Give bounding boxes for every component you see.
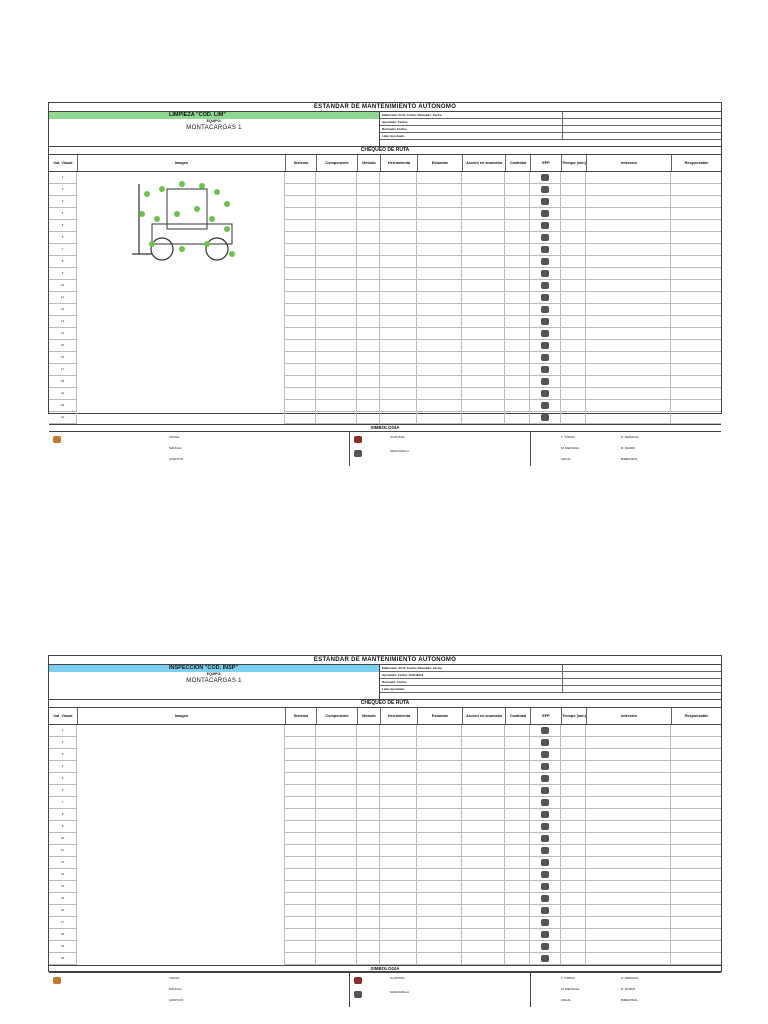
ppe-glove-icon [530, 388, 561, 399]
ppe-glove-icon [530, 953, 561, 964]
col-ind-visual: Ind. Visual [49, 155, 78, 171]
legend-mensual: M: MENSUAL [561, 987, 580, 991]
row-index: 7 [49, 797, 77, 808]
table-row [49, 917, 77, 929]
legend-mask: MASCARILLA [390, 990, 410, 994]
detail-row [285, 797, 721, 809]
equipment-label: EQUIPO: [206, 119, 222, 123]
col-action: Acción en anomalia [463, 155, 506, 171]
detail-row [285, 256, 721, 268]
ppe-glove-icon [530, 196, 561, 207]
row-index: 21 [49, 412, 77, 423]
table-row [49, 881, 77, 893]
legend [49, 424, 721, 466]
col-interval: Intervalo [587, 155, 672, 171]
ppe-glove-icon [530, 737, 561, 748]
legend-turno: T: TURNO [561, 976, 575, 980]
col-time: Tiempo (min) [562, 155, 587, 171]
detail-row [285, 773, 721, 785]
ppe-glove-icon [530, 761, 561, 772]
detail-row [285, 232, 721, 244]
ppe-glove-icon [530, 268, 561, 279]
row-index: 18 [49, 929, 77, 940]
legend-diario: D: DIARIO [621, 987, 636, 991]
ppe-glove-icon [530, 797, 561, 808]
row-index: 16 [49, 905, 77, 916]
ppe-glove-icon [530, 316, 561, 327]
table-row [49, 725, 77, 737]
legend [49, 965, 721, 1007]
ppe-glove-icon [530, 881, 561, 892]
col-component: Componente [317, 155, 358, 171]
detail-row [285, 881, 721, 893]
sheet-title: ESTANDAR DE MANTENIMIENTO AUTONOMO [49, 103, 721, 112]
detail-row [285, 761, 721, 773]
glove-icon [354, 977, 362, 984]
standard-sheet-cleaning [48, 102, 722, 461]
inspection-point-marker [144, 191, 150, 197]
ppe-glove-icon [530, 244, 561, 255]
ppe-glove-icon [530, 208, 561, 219]
meta-line: Revisado: Fecha: [380, 679, 563, 685]
table-row [49, 292, 77, 304]
table-row [49, 232, 77, 244]
detail-row [285, 388, 721, 400]
meta-line: Lider Aprobado: [380, 686, 563, 692]
col-system: Sistema [286, 708, 317, 724]
detail-row [285, 749, 721, 761]
inspection-point-marker [199, 183, 205, 189]
ppe-glove-icon [530, 809, 561, 820]
ppe-glove-icon [530, 893, 561, 904]
row-index: 6 [49, 232, 77, 243]
mask-icon [354, 450, 362, 457]
row-index: 13 [49, 316, 77, 327]
legend-manual: MANUAL [169, 446, 182, 450]
legend-anual: ANUAL [561, 457, 572, 461]
row-index: 4 [49, 208, 77, 219]
row-index: 20 [49, 953, 77, 964]
table-row [49, 256, 77, 268]
col-interval: Intervalo [587, 708, 672, 724]
detail-row [285, 833, 721, 845]
ppe-glove-icon [530, 400, 561, 411]
detail-row [285, 292, 721, 304]
ppe-glove-icon [530, 857, 561, 868]
row-index: 1 [49, 172, 77, 183]
ppe-glove-icon [530, 941, 561, 952]
legend-auditivo: AUDITIVO [169, 457, 184, 461]
col-image: Imagen [78, 155, 286, 171]
row-index: 7 [49, 244, 77, 255]
detail-row [285, 941, 721, 953]
row-index: 8 [49, 809, 77, 820]
legend-anual: ANUAL [561, 998, 572, 1002]
sheet-title: ESTANDAR DE MANTENIMIENTO AUTONOMO [49, 656, 721, 665]
detail-row [285, 316, 721, 328]
row-index: 11 [49, 845, 77, 856]
ppe-glove-icon [530, 328, 561, 339]
detail-row [285, 268, 721, 280]
col-component: Componente [317, 708, 358, 724]
legend-title: SIMBOLOGIA [49, 425, 721, 432]
detail-row [285, 929, 721, 941]
ppe-glove-icon [530, 172, 561, 183]
table-row [49, 905, 77, 917]
detail-row [285, 208, 721, 220]
visual-icon [53, 436, 61, 443]
legend-gloves: GUANTES [390, 976, 405, 980]
detail-row [285, 328, 721, 340]
equipment-label: EQUIPO: [206, 672, 222, 676]
row-index: 10 [49, 280, 77, 291]
detail-row [285, 893, 721, 905]
inspection-point-marker [224, 226, 230, 232]
visual-icon [53, 977, 61, 984]
row-index: 9 [49, 821, 77, 832]
ppe-glove-icon [530, 917, 561, 928]
row-index: 12 [49, 304, 77, 315]
table-row [49, 184, 77, 196]
row-index: 19 [49, 388, 77, 399]
route-heading: CHEQUEO DE RUTA [49, 147, 721, 155]
row-index: 15 [49, 893, 77, 904]
ppe-glove-icon [530, 232, 561, 243]
glove-icon [354, 436, 362, 443]
table-row [49, 953, 77, 965]
legend-mensual: M: MENSUAL [561, 446, 580, 450]
col-ppe: EPP [531, 708, 562, 724]
col-ind-visual: Ind. Visual [49, 708, 78, 724]
ppe-glove-icon [530, 304, 561, 315]
ppe-glove-icon [530, 292, 561, 303]
legend-visual: VISUAL [169, 976, 180, 980]
detail-row [285, 821, 721, 833]
row-index: 11 [49, 292, 77, 303]
table-row [49, 268, 77, 280]
meta-line: Aprobado: Fecha: [380, 119, 563, 125]
table-row [49, 364, 77, 376]
table-row [49, 316, 77, 328]
detail-row [285, 857, 721, 869]
row-index: 16 [49, 352, 77, 363]
col-quantity: Cantidad [506, 708, 531, 724]
inspection-point-marker [194, 206, 200, 212]
detail-row [285, 340, 721, 352]
table-row [49, 172, 77, 184]
row-index: 13 [49, 869, 77, 880]
inspection-point-marker [209, 216, 215, 222]
detail-row [285, 953, 721, 965]
table-row [49, 785, 77, 797]
meta-line: Elaborado: Profr. Fecha: Revisado: Fecha [380, 665, 563, 671]
row-index: 4 [49, 761, 77, 772]
ppe-glove-icon [530, 929, 561, 940]
row-index: 9 [49, 268, 77, 279]
table-row [49, 797, 77, 809]
col-responsible: Responsable [684, 714, 709, 718]
inspection-point-marker [179, 246, 185, 252]
table-row [49, 893, 77, 905]
sheet-header [49, 112, 721, 147]
col-ppe: EPP [531, 155, 562, 171]
inspection-point-marker [224, 201, 230, 207]
table-row [49, 388, 77, 400]
equipment-name: MONTACARGAS 1 [186, 125, 242, 131]
row-index: 20 [49, 400, 77, 411]
table-row [49, 737, 77, 749]
legend-semanal: S: SEMANAL [621, 976, 640, 980]
row-index: 12 [49, 857, 77, 868]
standard-sheet-inspection [48, 655, 722, 1002]
table-row [49, 220, 77, 232]
row-index: 15 [49, 340, 77, 351]
table-row [49, 773, 77, 785]
detail-row [285, 184, 721, 196]
forklift-image [77, 172, 285, 424]
ppe-glove-icon [530, 280, 561, 291]
index-column [49, 172, 77, 424]
meta-line: Aprobado: Fecha: 15/11/2019 [380, 672, 563, 678]
sheet-header [49, 665, 721, 700]
detail-row [285, 172, 721, 184]
ppe-glove-icon [530, 773, 561, 784]
table-row [49, 845, 77, 857]
row-index: 1 [49, 725, 77, 736]
row-index: 18 [49, 376, 77, 387]
col-responsible: Responsable [684, 161, 709, 165]
detail-row [285, 364, 721, 376]
col-tool: Herramienta [381, 708, 418, 724]
ppe-glove-icon [530, 905, 561, 916]
ppe-glove-icon [530, 412, 561, 423]
detail-row [285, 809, 721, 821]
table-row [49, 941, 77, 953]
legend-gloves: GUANTES [390, 435, 405, 439]
col-image: Imagen [78, 708, 286, 724]
legend-visual: VISUAL [169, 435, 180, 439]
ppe-glove-icon [530, 364, 561, 375]
ppe-glove-icon [530, 352, 561, 363]
ppe-glove-icon [530, 340, 561, 351]
inspection-point-marker [214, 189, 220, 195]
table-row [49, 208, 77, 220]
detail-row [285, 400, 721, 412]
column-headers [49, 708, 721, 725]
table-row [49, 821, 77, 833]
inspection-point-marker [174, 211, 180, 217]
mask-icon [354, 991, 362, 998]
legend-turno: T: TURNO [561, 435, 575, 439]
row-index: 3 [49, 749, 77, 760]
inspection-point-marker [139, 211, 145, 217]
legend-manual: MANUAL [169, 987, 182, 991]
detail-row [285, 244, 721, 256]
table-row [49, 280, 77, 292]
table-row [49, 304, 77, 316]
detail-row [285, 737, 721, 749]
detail-row [285, 352, 721, 364]
ppe-glove-icon [530, 869, 561, 880]
table-row [49, 761, 77, 773]
ppe-glove-icon [530, 833, 561, 844]
col-tool: Herramienta [381, 155, 418, 171]
inspection-point-marker [159, 186, 165, 192]
inspection-point-marker [179, 181, 185, 187]
detail-row [285, 376, 721, 388]
detail-row [285, 304, 721, 316]
legend-bimestral: BIMESTRAL [621, 457, 639, 461]
ppe-glove-icon [530, 184, 561, 195]
task-band: INSPECCION "COD. INSP" [49, 665, 379, 672]
row-index: 19 [49, 941, 77, 952]
ppe-glove-icon [530, 821, 561, 832]
table-row [49, 809, 77, 821]
ppe-glove-icon [530, 725, 561, 736]
row-index: 2 [49, 737, 77, 748]
inspection-point-marker [204, 241, 210, 247]
legend-auditivo: AUDITIVO [169, 998, 184, 1002]
legend-bimestral: BIMESTRAL [621, 998, 639, 1002]
route-heading: CHEQUEO DE RUTA [49, 700, 721, 708]
legend-mask: MASCARILLA [390, 449, 410, 453]
column-headers [49, 155, 721, 172]
table-row [49, 857, 77, 869]
col-method: Metodo [358, 155, 381, 171]
legend-title: SIMBOLOGIA [49, 966, 721, 973]
inspection-point-marker [149, 241, 155, 247]
equipment-name: MONTACARGAS 1 [186, 678, 242, 684]
inspection-point-marker [154, 216, 160, 222]
detail-rows [285, 172, 721, 424]
detail-row [285, 905, 721, 917]
row-index: 17 [49, 917, 77, 928]
table-row [49, 749, 77, 761]
col-standard: Estandar [418, 155, 463, 171]
table-row [49, 869, 77, 881]
col-quantity: Cantidad [506, 155, 531, 171]
table-row [49, 340, 77, 352]
detail-rows [285, 725, 721, 965]
meta-line: Lider Aprobado: [380, 133, 563, 139]
forklift-drawing [127, 174, 247, 269]
ppe-glove-icon [530, 749, 561, 760]
row-index: 14 [49, 328, 77, 339]
row-index: 2 [49, 184, 77, 195]
row-index: 3 [49, 196, 77, 207]
col-standard: Estandar [418, 708, 463, 724]
ppe-glove-icon [530, 845, 561, 856]
ppe-glove-icon [530, 376, 561, 387]
legend-semanal: S: SEMANAL [621, 435, 640, 439]
row-index: 17 [49, 364, 77, 375]
table-row [49, 929, 77, 941]
table-row [49, 328, 77, 340]
table-row [49, 400, 77, 412]
ppe-glove-icon [530, 256, 561, 267]
table-row [49, 244, 77, 256]
row-index: 10 [49, 833, 77, 844]
detail-row [285, 412, 721, 424]
table-row [49, 412, 77, 424]
detail-row [285, 917, 721, 929]
col-time: Tiempo (min) [562, 708, 587, 724]
row-index: 5 [49, 220, 77, 231]
row-index: 14 [49, 881, 77, 892]
task-band: LIMPIEZA "COD. LIM" [49, 112, 379, 119]
detail-row [285, 725, 721, 737]
ppe-glove-icon [530, 785, 561, 796]
forklift-image [77, 725, 285, 965]
detail-row [285, 869, 721, 881]
row-index: 6 [49, 785, 77, 796]
meta-line: Revisado: Fecha: [380, 126, 563, 132]
meta-line: Elaborado: Profr. Fecha: Revisado: Fecha [380, 112, 563, 118]
inspection-point-marker [229, 251, 235, 257]
table-row [49, 196, 77, 208]
col-system: Sistema [286, 155, 317, 171]
table-row [49, 376, 77, 388]
col-action: Acción en anomalia [463, 708, 506, 724]
legend-diario: D: DIARIO [621, 446, 636, 450]
row-index: 5 [49, 773, 77, 784]
table-row [49, 833, 77, 845]
detail-row [285, 845, 721, 857]
table-row [49, 352, 77, 364]
index-column [49, 725, 77, 965]
detail-row [285, 196, 721, 208]
detail-row [285, 220, 721, 232]
detail-row [285, 785, 721, 797]
detail-row [285, 280, 721, 292]
col-method: Metodo [358, 708, 381, 724]
ppe-glove-icon [530, 220, 561, 231]
row-index: 8 [49, 256, 77, 267]
